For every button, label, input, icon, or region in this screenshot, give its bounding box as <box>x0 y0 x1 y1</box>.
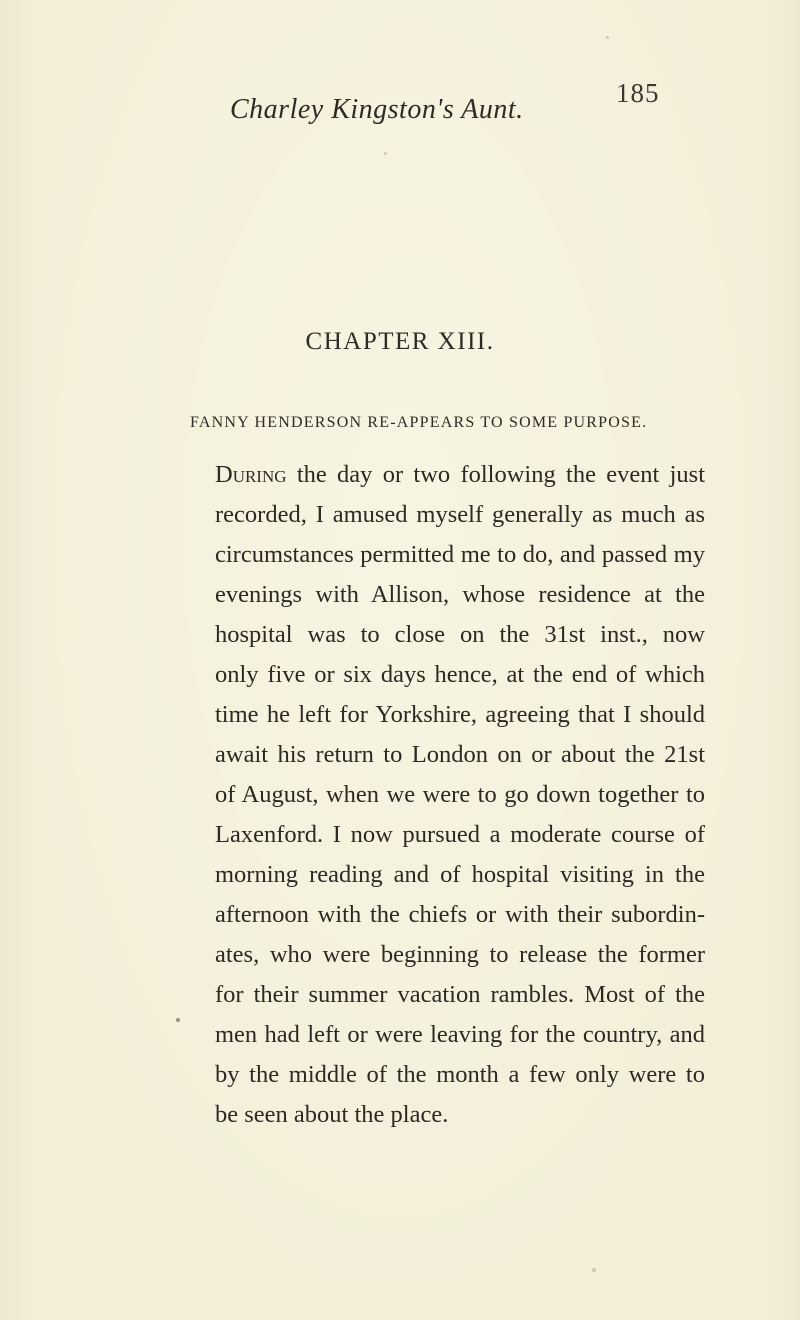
text-line: by the middle of the month a few only were to <box>215 1061 705 1088</box>
paper-speck <box>606 36 609 39</box>
chapter-subtitle: FANNY HENDERSON RE-APPEARS TO SOME PURPOSE. <box>190 414 648 431</box>
paper-speck <box>384 152 387 155</box>
text-line: await his return to London on or about the 21st <box>215 741 705 768</box>
text-line-last: be seen about the place. <box>215 1101 449 1128</box>
body-paragraph <box>215 455 705 1135</box>
text-line: men had left or were leaving for the country, and <box>215 1021 705 1048</box>
opening-word: During <box>215 461 287 488</box>
text-line: evenings with Allison, whose residence at the <box>215 581 705 608</box>
chapter-title: CHAPTER XIII. <box>305 328 495 355</box>
text-line-1-rest: the day or two following the event just <box>286 461 705 488</box>
text-line: ates, who were beginning to release the former <box>215 941 705 968</box>
text-line: Laxenford. I now pursued a moderate course of <box>215 821 705 848</box>
text-line: recorded, I amused myself generally as much as <box>215 501 705 528</box>
text-line: time he left for Yorkshire, agreeing that I should <box>215 701 705 728</box>
page-number: 185 <box>616 78 660 108</box>
text-line: for their summer vacation rambles. Most of the <box>215 981 705 1008</box>
text-line: afternoon with the chiefs or with their subordin- <box>215 901 705 928</box>
text-line: morning reading and of hospital visiting in the <box>215 861 705 888</box>
paper-speck <box>592 1268 596 1272</box>
running-head-title: Charley Kingston's Aunt. <box>230 94 524 125</box>
text-line-1 <box>215 455 705 495</box>
text-line: circumstances permitted me to do, and passed my <box>215 541 705 568</box>
margin-speck <box>176 1018 180 1022</box>
text-line: of August, when we were to go down together to <box>215 781 705 808</box>
text-line: only five or six days hence, at the end of which <box>215 661 705 688</box>
text-line: hospital was to close on the 31st inst., now <box>215 621 705 648</box>
